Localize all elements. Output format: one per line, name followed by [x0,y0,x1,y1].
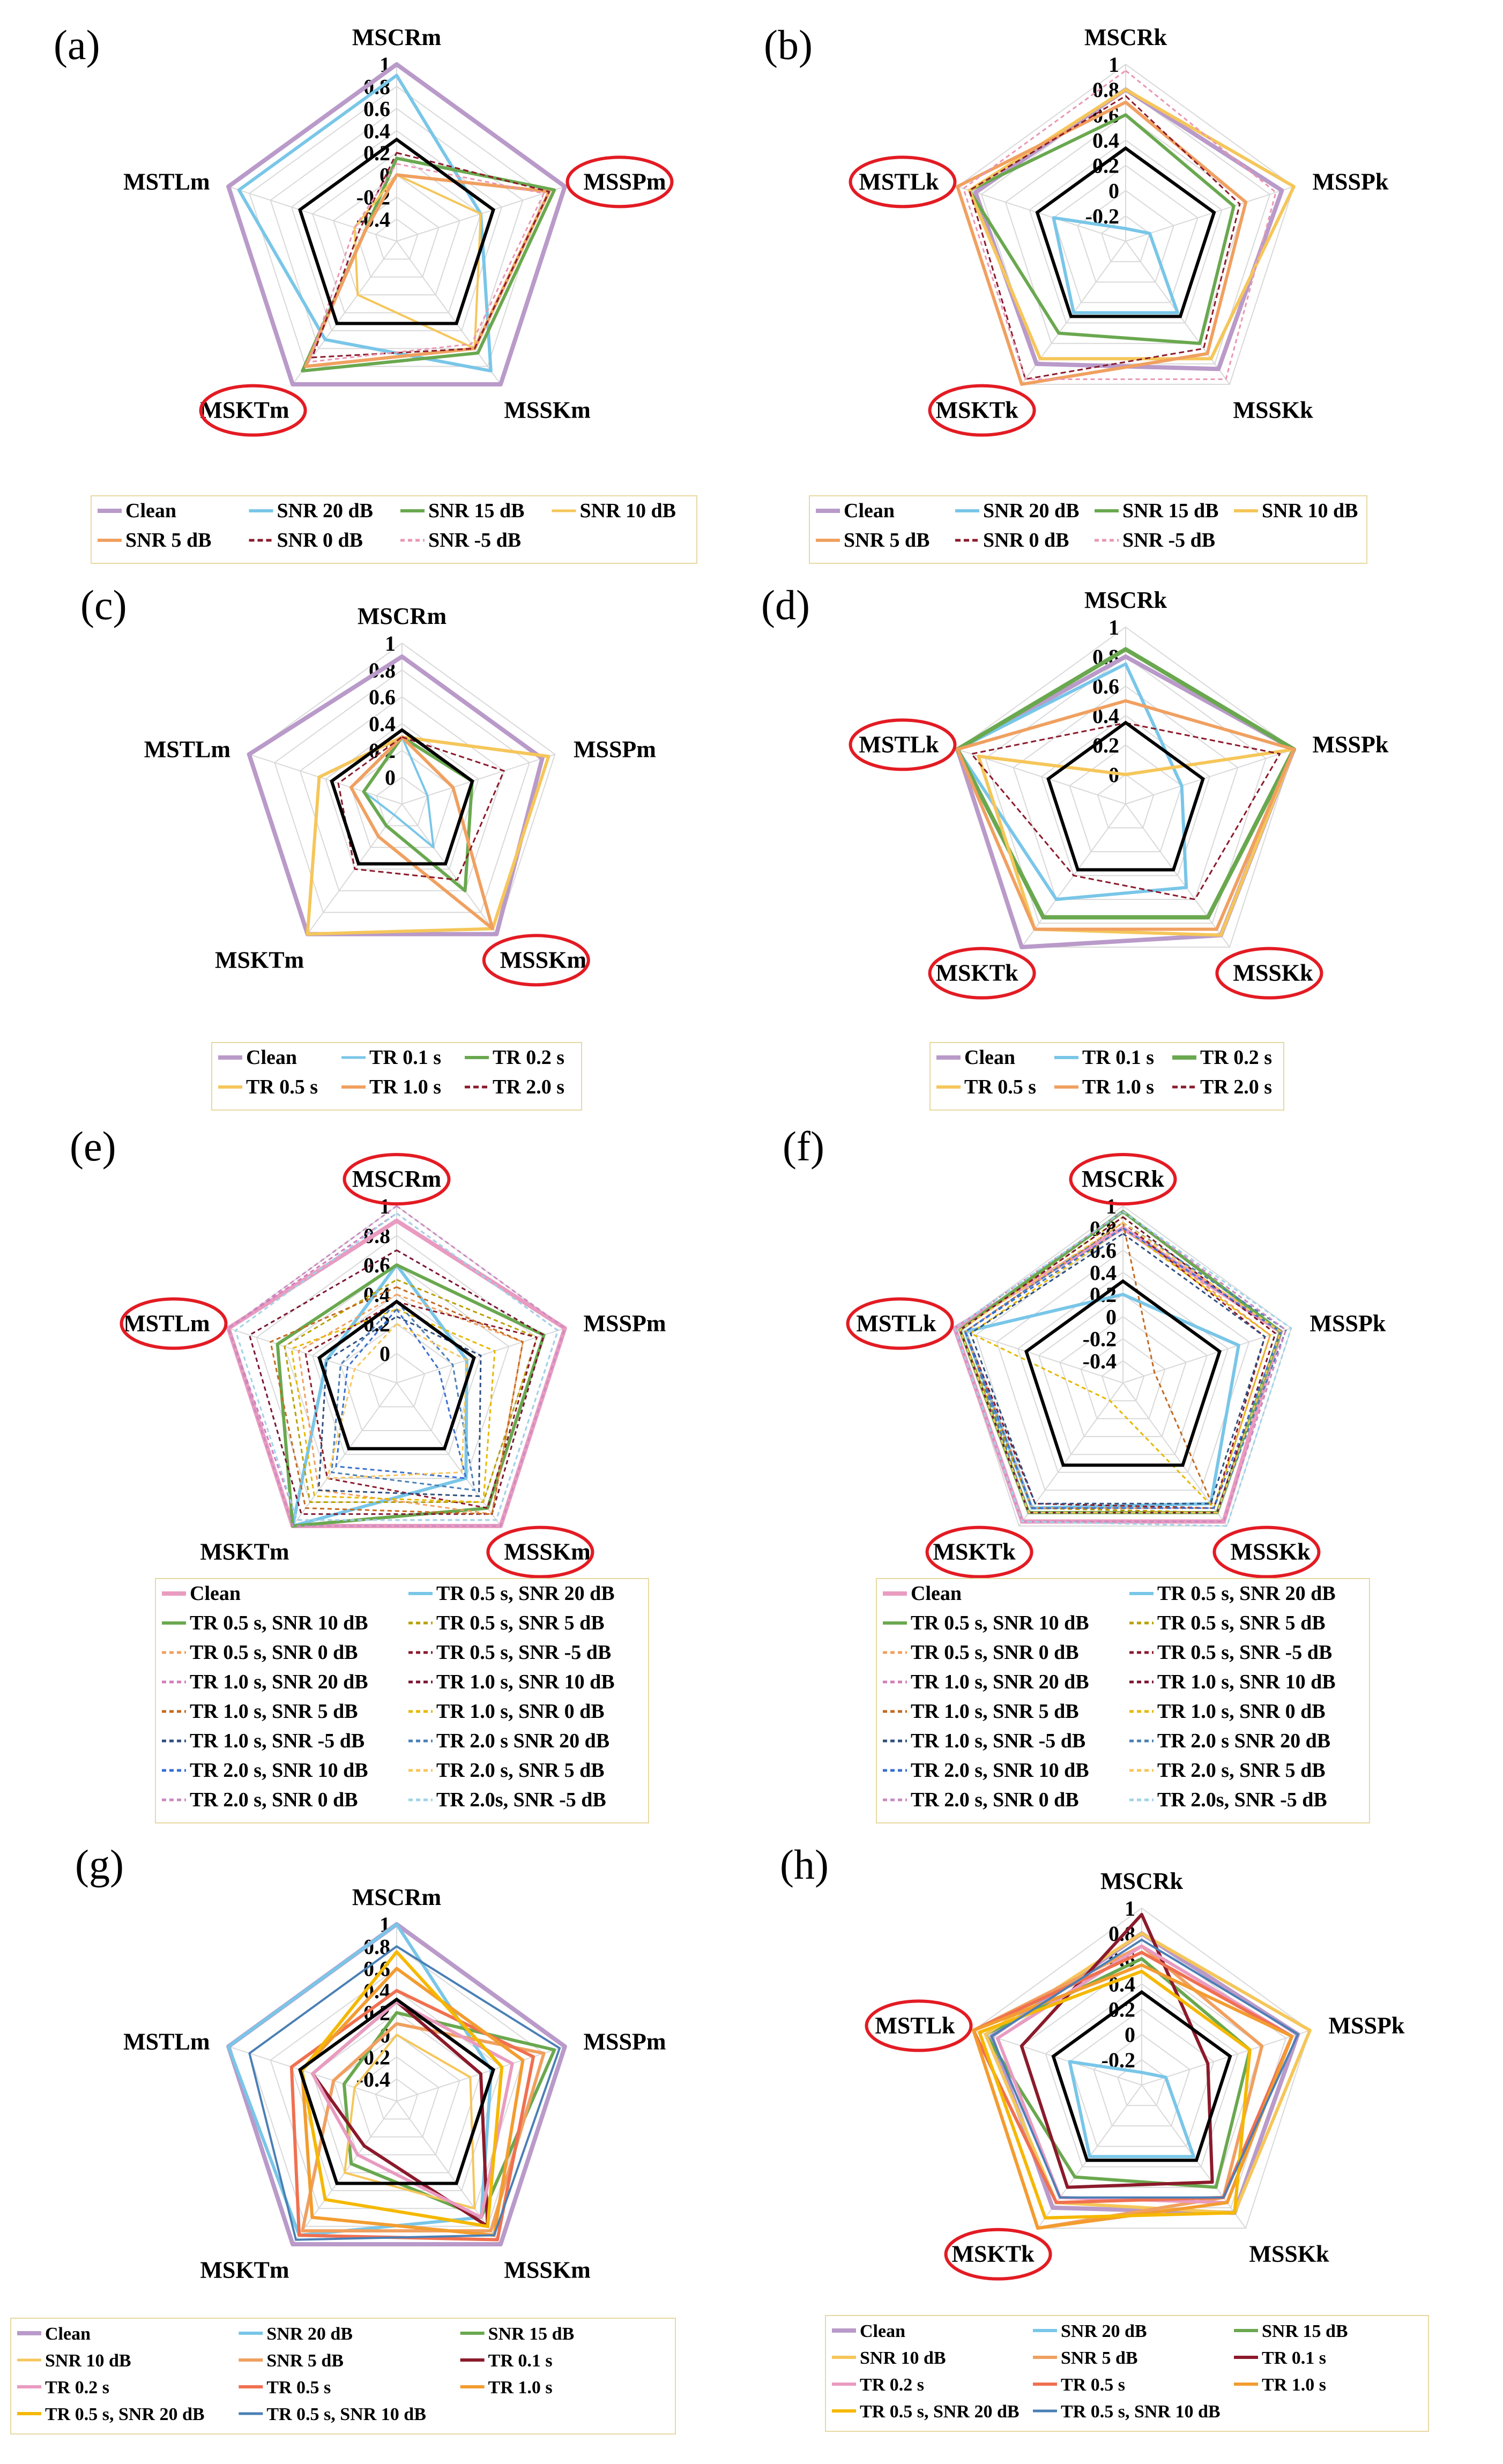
axis-label: MSTLk [859,731,939,758]
legend-label: Clean [860,2321,905,2341]
tick-label: 0.8 [369,658,396,682]
tick-label: -0.2 [1085,204,1119,228]
tick-label: 0 [1106,1305,1117,1329]
axis-label: MSSKk [1249,2240,1329,2267]
legend-label: TR 0.5 s, SNR 5 dB [1157,1612,1326,1634]
legend-label: SNR 20 dB [277,500,373,522]
axis-label: MSTLk [875,2012,955,2039]
legend-label: TR 0.5 s [266,2378,331,2398]
axis-label: MSTLm [144,736,231,763]
tick-label: 0.2 [363,1312,390,1336]
legend-label: TR 2.0 s SNR 20 dB [1157,1730,1331,1752]
tick-label: 0.6 [1092,674,1119,698]
tick-label: 1 [1108,53,1119,77]
axis-label: MSSPm [583,1310,666,1337]
tick-label: 1 [1106,1194,1117,1218]
axis-label: MSCRk [1100,1868,1184,1894]
axis-label: MSCRm [357,603,447,629]
legend-label: Clean [844,500,895,522]
tick-label: 0.8 [1108,1922,1135,1946]
tick-label: 0.4 [1108,1972,1135,1997]
legend-label: SNR 5 dB [125,529,212,552]
legend-label: SNR 0 dB [983,529,1069,552]
tick-label: -0.4 [356,2067,390,2091]
tick-label: 0.8 [1092,645,1119,669]
legend-label: Clean [964,1046,1015,1069]
tick-label: 0 [1108,178,1119,203]
axis-label: MSCRk [1081,1166,1165,1192]
legend-label: TR 0.5 s, SNR -5 dB [1157,1641,1333,1664]
legend-label: TR 1.0 s, SNR 20 dB [911,1671,1089,1693]
axis-label: MSSPk [1328,2012,1405,2039]
axis-label: MSKTk [935,397,1018,423]
panel-label: (h) [780,1841,829,1888]
legend-label: SNR 0 dB [277,529,363,552]
tick-label: 0.4 [1092,704,1119,728]
axis-label: MSKTk [935,959,1018,986]
axis-label: MSSPm [583,168,666,195]
legend-label: TR 0.1 s [1262,2348,1326,2368]
panel-label: (b) [764,21,813,68]
axis-label: MSSKk [1233,397,1313,423]
legend-label: SNR 10 dB [860,2348,946,2368]
legend-label: TR 0.5 s, SNR -5 dB [436,1641,612,1664]
tick-label: 0.4 [1090,1260,1117,1285]
tick-label: -0.2 [1082,1327,1117,1351]
axis-label: MSTLm [123,168,210,195]
axis-label: MSTLm [123,1310,210,1337]
tick-label: 1 [1125,1896,1135,1920]
tick-label: 1 [380,1194,390,1218]
tick-label: 0.6 [1092,103,1119,128]
axis-label: MSKTk [951,2240,1035,2267]
tick-label: 0.2 [369,739,396,763]
tick-label: 0.2 [1092,733,1119,757]
axis-label: MSKTm [214,947,304,973]
tick-label: 0.8 [363,1934,390,1959]
legend-label: SNR 5 dB [1061,2348,1138,2368]
legend-label: TR 1.0 s, SNR 10 dB [436,1671,615,1693]
legend-label: SNR 20 dB [983,500,1080,522]
axis-label: MSKTm [200,1538,289,1565]
axis-label: MSTLk [856,1310,936,1337]
tick-label: 0.8 [1092,78,1119,102]
tick-label: 0.2 [1090,1283,1117,1307]
legend-label: Clean [190,1582,241,1605]
legend-label: TR 2.0s, SNR -5 dB [1157,1789,1327,1811]
tick-label: -0.2 [356,185,390,210]
legend-label: Clean [246,1046,297,1069]
legend-label: SNR 15 dB [428,500,525,522]
legend-label: TR 1.0 s, SNR 0 dB [436,1700,605,1723]
legend-label: SNR 5 dB [266,2351,344,2371]
panel-label: (e) [70,1123,116,1170]
tick-label: 0.8 [363,75,390,99]
axis-label: MSCRk [1084,24,1167,50]
legend-label: SNR 15 dB [488,2324,575,2344]
legend-label: TR 1.0 s [369,1076,442,1098]
tick-label: 0 [385,765,396,790]
legend-label: TR 0.5 s, SNR 10 dB [1061,2402,1221,2422]
legend-label: TR 2.0 s, SNR 0 dB [911,1789,1079,1811]
legend-label: TR 1.0 s, SNR -5 dB [911,1730,1086,1752]
axis-label: MSSPk [1309,1310,1386,1337]
legend-label: TR 2.0 s [1200,1076,1273,1098]
tick-label: 1 [380,1912,390,1937]
axis-label: MSSPk [1312,168,1389,195]
axis-label: MSKTm [200,2257,289,2283]
legend-label: TR 0.2 s [45,2378,109,2398]
axis-label: MSKTm [200,397,289,423]
panel-label: (d) [761,582,810,628]
axis-label: MSSKm [504,1538,591,1565]
tick-label: -0.4 [356,207,390,232]
legend-label: Clean [911,1582,962,1605]
legend-label: SNR 10 dB [579,500,676,522]
legend-label: TR 1.0 s [1082,1076,1155,1098]
legend-label: TR 0.5 s, SNR 20 dB [45,2405,205,2424]
axis-label: MSKTk [933,1538,1016,1565]
tick-label: 0.8 [363,1224,390,1248]
tick-label: -0.2 [1101,2048,1135,2072]
legend-label: TR 0.5 s, SNR 5 dB [436,1612,605,1634]
tick-label: 0.2 [363,2001,390,2025]
axis-label: MSCRm [352,1884,442,1910]
legend-label: Clean [45,2324,91,2344]
tick-label: 0.6 [363,1956,390,1981]
legend-label: TR 2.0s, SNR -5 dB [436,1789,606,1811]
tick-label: 0.4 [363,118,390,143]
legend-label: TR 1.0 s, SNR 10 dB [1157,1671,1336,1693]
panel-label: (c) [80,582,127,628]
legend-label: TR 2.0 s, SNR 5 dB [1157,1759,1326,1782]
tick-label: 0.2 [1108,1997,1135,2022]
legend-label: TR 2.0 s, SNR 10 dB [911,1759,1089,1782]
panel-label: (g) [75,1841,124,1888]
legend-label: TR 0.5 s [964,1076,1037,1098]
tick-label: 0.6 [1090,1238,1117,1263]
tick-label: 0.2 [363,141,390,165]
legend-label: TR 0.5 s, SNR 10 dB [911,1612,1089,1634]
tick-label: 1 [1108,615,1119,639]
axis-label: MSSPm [573,736,656,763]
tick-label: 0.6 [363,1253,390,1277]
legend-label: TR 0.5 s, SNR 0 dB [190,1641,358,1664]
tick-label: -0.4 [1082,1349,1117,1373]
panel-label: (f) [783,1123,824,1170]
legend-label: TR 1.0 s [1262,2375,1326,2395]
axis-label: MSCRm [352,24,442,50]
legend-label: SNR 20 dB [266,2324,353,2344]
tick-label: 0.6 [1108,1947,1135,1971]
legend-label: TR 1.0 s, SNR 5 dB [190,1700,358,1723]
legend-label: TR 0.5 s [1061,2375,1125,2395]
axis-label: MSSKm [504,2257,591,2283]
tick-label: 0.4 [363,1978,390,2003]
tick-label: 0 [380,2023,390,2048]
legend-label: TR 0.5 s, SNR 20 dB [860,2402,1020,2422]
legend-label: TR 0.5 s [246,1076,318,1098]
axis-label: MSSKm [504,397,591,423]
legend-label: TR 0.5 s, SNR 10 dB [266,2405,426,2424]
axis-label: MSSPm [583,2028,666,2055]
tick-label: 0.4 [363,1283,390,1307]
tick-label: -0.2 [356,2045,390,2070]
legend-label: SNR -5 dB [1122,529,1216,552]
legend-label: TR 0.1 s [1082,1046,1155,1069]
legend-label: TR 0.2 s [1200,1046,1273,1069]
legend-label: TR 0.1 s [488,2351,553,2371]
legend-label: TR 0.2 s [493,1046,565,1069]
legend-label: SNR 15 dB [1122,500,1219,522]
tick-label: 0.8 [1090,1216,1117,1241]
legend-label: TR 0.5 s, SNR 0 dB [911,1641,1079,1664]
legend-label: TR 1.0 s, SNR -5 dB [190,1730,365,1752]
legend-label: TR 2.0 s [493,1076,565,1098]
axis-label: MSCRk [1084,587,1167,613]
axis-label: MSSKk [1233,959,1313,986]
legend-label: SNR 10 dB [45,2351,131,2371]
axis-label: MSSPk [1312,731,1389,758]
tick-label: 0.6 [363,96,390,121]
tick-label: 1 [385,631,396,656]
tick-label: 0 [380,1342,390,1366]
tick-label: 0.6 [369,685,396,709]
legend-label: TR 1.0 s, SNR 20 dB [190,1671,368,1693]
legend-label: Clean [125,500,176,522]
tick-label: 0 [380,163,390,188]
axis-label: MSSKk [1230,1538,1311,1565]
legend-label: TR 0.2 s [860,2375,924,2395]
legend-label: SNR -5 dB [428,529,522,552]
legend-label: SNR 20 dB [1061,2321,1147,2341]
tick-label: 1 [380,53,390,77]
tick-label: 0.4 [1092,128,1119,153]
tick-label: 0 [1125,2022,1135,2047]
legend-label: TR 1.0 s, SNR 0 dB [1157,1700,1326,1723]
legend-label: TR 0.5 s, SNR 10 dB [190,1612,368,1634]
axis-label: MSSKm [500,947,587,973]
axis-label: MSTLm [123,2028,210,2055]
legend-label: TR 2.0 s, SNR 5 dB [436,1759,605,1782]
legend-label: TR 1.0 s, SNR 5 dB [911,1700,1079,1723]
legend-label: TR 1.0 s [488,2378,553,2398]
panel-label: (a) [54,21,100,68]
legend-label: SNR 10 dB [1262,500,1358,522]
tick-label: 0.2 [1092,153,1119,178]
legend-label: TR 0.5 s, SNR 20 dB [436,1582,615,1605]
axis-label: MSCRm [352,1166,442,1192]
tick-label: 0 [1108,763,1119,787]
legend-label: SNR 5 dB [844,529,930,552]
tick-label: 0.4 [369,712,396,736]
legend-label: TR 2.0 s SNR 20 dB [436,1730,610,1752]
legend-label: TR 0.5 s, SNR 20 dB [1157,1582,1336,1605]
legend-label: TR 2.0 s, SNR 10 dB [190,1759,368,1782]
legend-label: TR 0.1 s [369,1046,442,1069]
axis-label: MSTLk [859,168,939,195]
legend-label: SNR 15 dB [1262,2321,1348,2341]
legend-label: TR 2.0 s, SNR 0 dB [190,1789,358,1811]
